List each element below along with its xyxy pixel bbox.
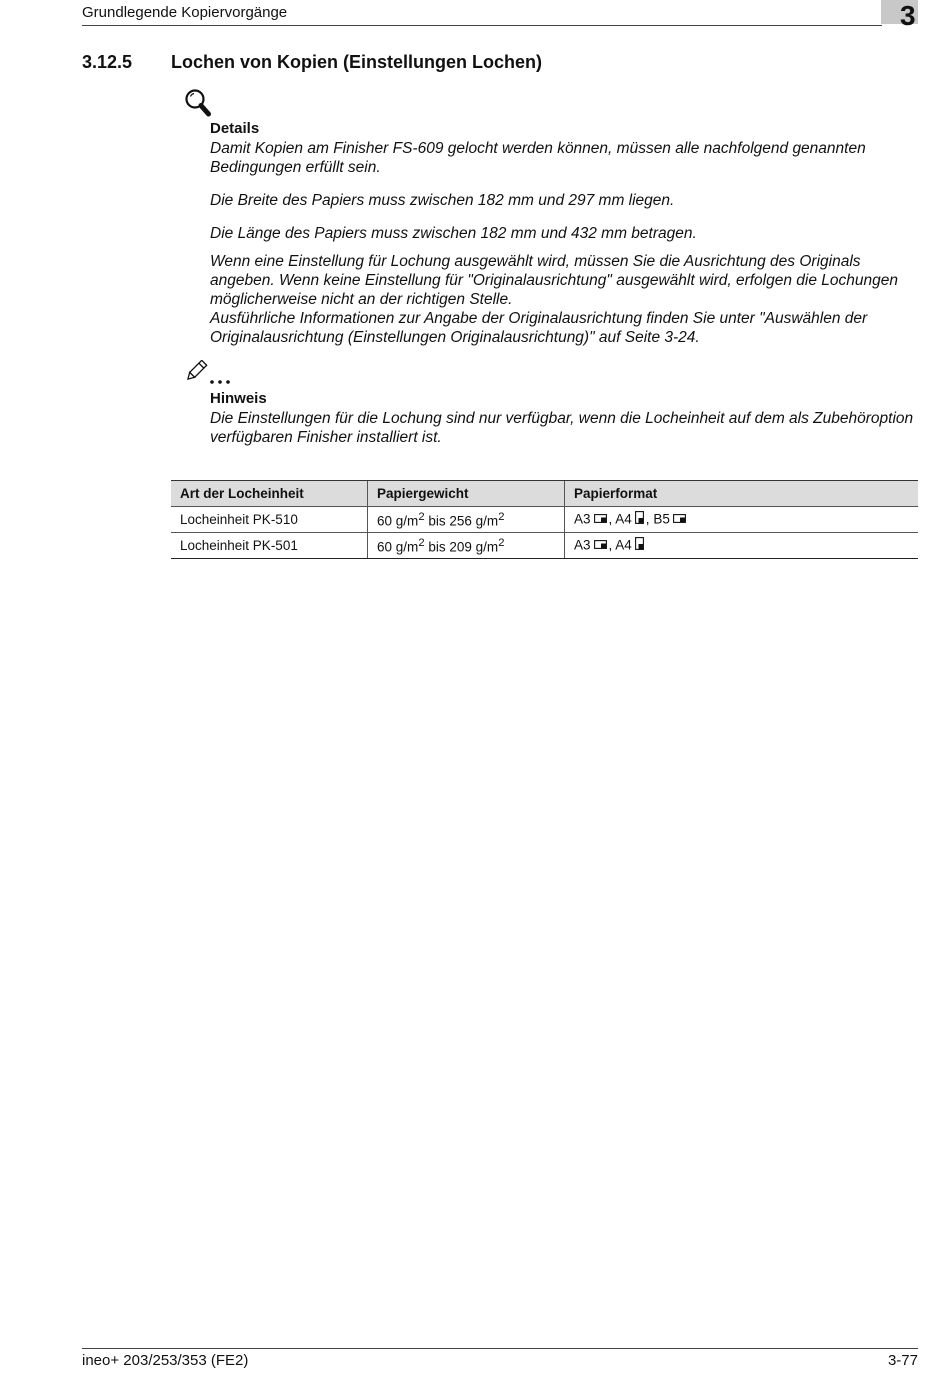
format-name: A4	[615, 511, 632, 527]
details-label: Details	[210, 120, 260, 137]
details-paragraph-3: Die Länge des Papiers muss zwischen 182 mm und 432 mm betragen.	[210, 225, 697, 242]
format-name: A3	[574, 537, 591, 553]
column-header-weight: Papiergewicht	[368, 481, 565, 507]
landscape-icon	[673, 511, 686, 526]
format-name: A3	[574, 511, 591, 527]
format-name: B5	[653, 511, 670, 527]
footer-rule	[82, 1348, 918, 1349]
section-title: Lochen von Kopien (Einstellungen Lochen)	[171, 52, 543, 72]
table-header-row	[171, 481, 918, 507]
portrait-icon	[635, 511, 644, 527]
cell-weight: 60 $g/m^2$ bis 256 $g/m^2$	[368, 507, 565, 533]
header-rule	[82, 25, 882, 26]
landscape-icon	[594, 537, 607, 552]
pencil-note-icon	[184, 360, 236, 391]
table-row	[171, 507, 918, 533]
cell-format: A3 , A4	[565, 533, 919, 559]
cell-unit: Locheinheit PK-501	[171, 533, 368, 559]
details-paragraph-1: Damit Kopien am Finisher FS-609 gelocht werden können, müssen alle nachfolgend genannten Bedingungen erfüllt sein.	[210, 140, 866, 176]
cell-unit: Locheinheit PK-510	[171, 507, 368, 533]
details-paragraph-5: Ausführliche Informationen zur Angabe der Originalausrichtung finden Sie unter "Auswählen der Originalausrichtung (Einstellungen Originalausrichtung)" auf Seite 3-24.	[210, 310, 868, 346]
section-number: 3.12.5	[82, 52, 133, 72]
column-header-unit: Art der Locheinheit	[171, 481, 368, 507]
punch-unit-table	[171, 480, 918, 559]
magnifier-icon	[184, 88, 212, 123]
table-row	[171, 533, 918, 559]
cell-format: A3 , A4 , B5	[565, 507, 919, 533]
cell-weight: 60 $g/m^2$ bis 209 $g/m^2$	[368, 533, 565, 559]
note-label: Hinweis	[210, 390, 267, 407]
footer-model: ineo+ 203/253/353 (FE2)	[82, 1352, 249, 1369]
page-number: 3-77	[887, 1352, 918, 1369]
portrait-icon	[635, 537, 644, 553]
landscape-icon	[594, 511, 607, 526]
details-paragraph-4: Wenn eine Einstellung für Lochung ausgewählt wird, müssen Sie die Ausrichtung des Originals angeben. Wenn keine Einstellung für "Originalausrichtung" ausgewählt wird, erfolgen die Lochungen möglicherweise nicht an der richtigen Stelle.	[210, 253, 898, 308]
format-name: A4	[615, 537, 632, 553]
column-header-format: Papierformat	[565, 481, 919, 507]
chapter-number: 3	[900, 0, 916, 31]
note-text: Die Einstellungen für die Lochung sind nur verfügbar, wenn die Locheinheit auf dem als Zubehöroption verfügbaren Finisher installiert ist.	[210, 410, 914, 446]
details-paragraph-2: Die Breite des Papiers muss zwischen 182 mm und 297 mm liegen.	[210, 192, 675, 209]
running-header-title: Grundlegende Kopiervorgänge	[82, 4, 288, 21]
